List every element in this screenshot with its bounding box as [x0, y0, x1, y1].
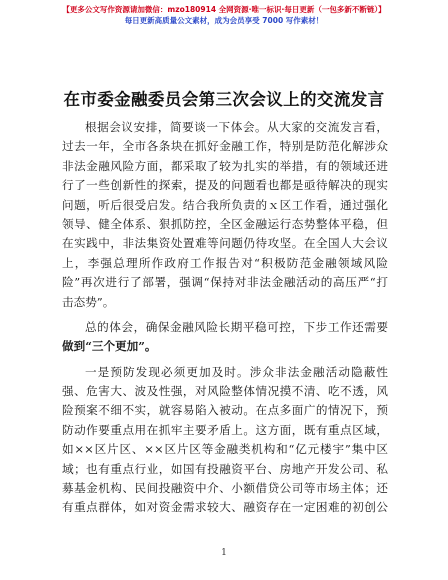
paragraph-3-line: 如××区片区、××区片区等金融类机构和“亿元楼宇”集中区: [62, 442, 388, 457]
paragraph-1-line: 领导、健全体系、狠抓防控，全区金融运行态势整体平稳，但: [62, 216, 388, 231]
paragraph-1-line: 行了一些创新性的探索，提及的问题看也都是亟待解决的现实: [62, 178, 388, 193]
document-title: 在市委金融委员会第三次会议上的交流发言: [63, 90, 385, 109]
paragraph-2-line: 总的体会，确保金融风险长期平稳可控，下步工作还需要: [85, 319, 388, 334]
paragraph-1-line: 问题，听后很受启发。结合我所负责的ｘ区工作看，通过强化: [62, 197, 388, 212]
paragraph-3-line: 强、危害大、波及性强，对风险整体情况摸不清、吃不透，风: [62, 384, 388, 399]
page-number: 1: [221, 548, 227, 558]
paragraph-1-line: 根据会议安排，简要谈一下体会。从大家的交流发言看，: [85, 120, 388, 134]
paragraph-3-line: 一是预防发现必须更加及时。涉众非法金融活动隐蔽性: [85, 364, 388, 379]
paragraph-2-line: 做到“三个更加”。: [62, 339, 157, 354]
promo-banner: [0, 4, 448, 26]
paragraph-3-line: 募基金机构、民间投融资中介、小额借贷公司等市场主体；还: [62, 481, 388, 496]
paragraph-3-line: 域；也有重点行业，如国有投融资平台、房地产开发公司、私: [62, 461, 388, 476]
promo-banner-line-1: 【更多公文写作资源请加微信：mzo180914 全网资源·唯一标识·每日更新（一包多新不断链）】: [62, 5, 386, 14]
paragraph-3-line: 险预案不细不实，就容易陷入被动。在点多面广的情况下，预: [62, 403, 388, 418]
paragraph-1-line: 非法金融风险方面，都采取了较为扎实的举措，有的领域还进: [62, 158, 388, 173]
paragraph-1-line: 上，李强总理所作政府工作报告对“积极防范金融领域风险: [62, 255, 388, 270]
paragraph-1-line: 击态势”。: [62, 294, 115, 309]
paragraph-1-line: 过去一年，全市各条块在抓好金融工作，特别是防范化解涉众: [62, 139, 388, 154]
paragraph-1-line: 在实践中，非法集资处置难等问题仍待攻坚。在全国人大会议: [62, 236, 388, 251]
paragraph-3-line: 有重点群体，如对资金需求较大、融资存在一定困难的初创公: [62, 500, 388, 515]
promo-banner-line-2: 每日更新高质量公文素材，成为会员享受 7000 写作素材！: [124, 16, 324, 25]
document-body: [62, 118, 388, 518]
paragraph-1-line: 险”再次进行了部署，强调“保持对非法金融活动的高压严“打: [62, 275, 388, 290]
paragraph-3-line: 防动作要重点用在抓牢主要矛盾上。这方面，既有重点区域，: [62, 422, 388, 437]
